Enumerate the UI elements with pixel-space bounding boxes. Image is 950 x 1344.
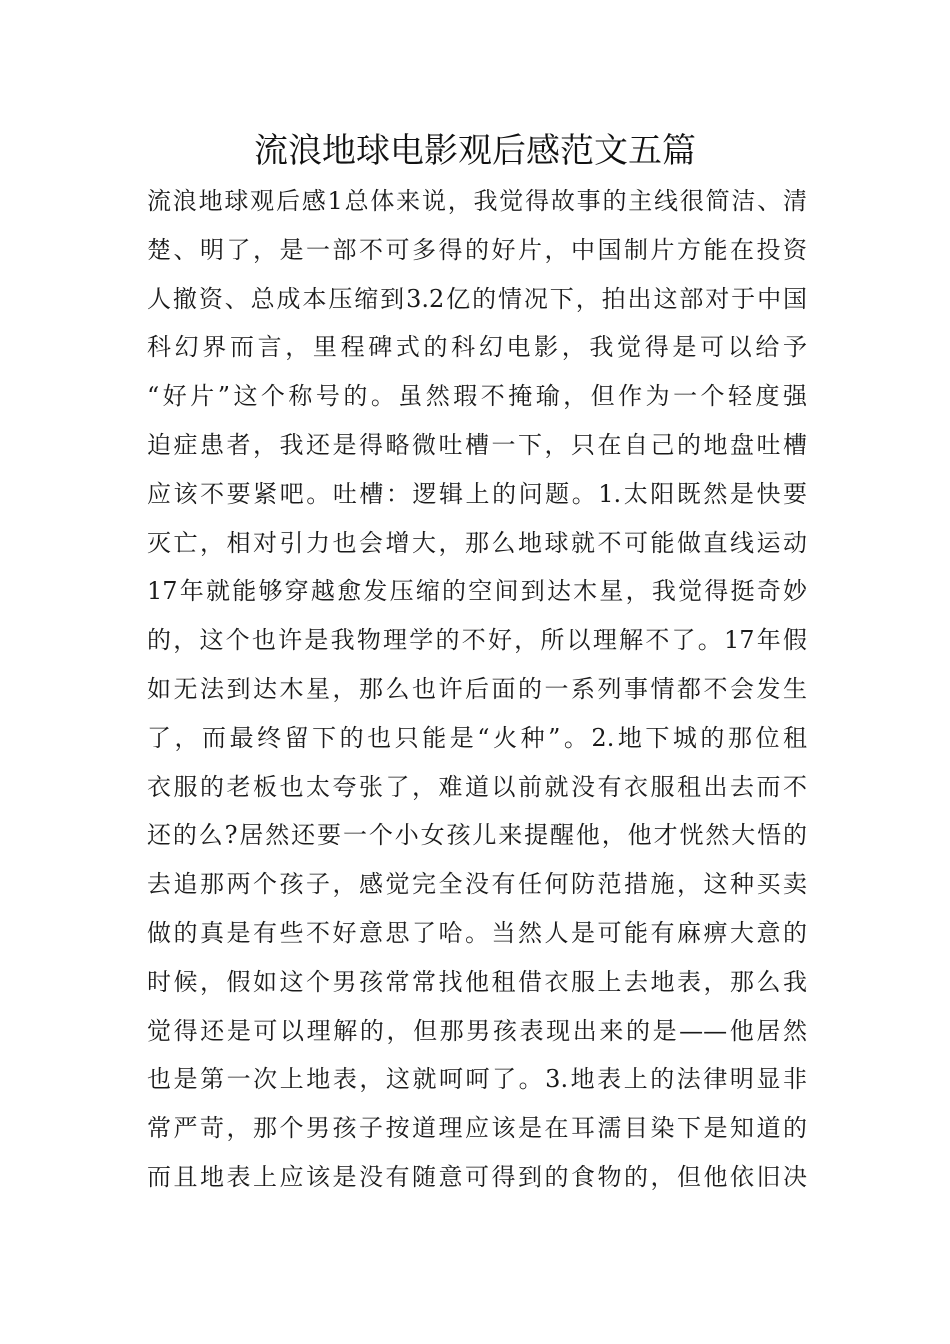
body-line: 觉得还是可以理解的，但那男孩表现出来的是——他居然 <box>147 1016 807 1045</box>
document-body <box>147 177 807 1202</box>
body-line: 时候，假如这个男孩常常找他租借衣服上去地表，那么我 <box>147 967 807 996</box>
body-line: 去追那两个孩子，感觉完全没有任何防范措施，这种买卖 <box>147 870 807 899</box>
body-line: 如无法到达木星，那么也许后面的一系列事情都不会发生 <box>147 674 807 703</box>
body-line: 楚、明了，是一部不可多得的好片，中国制片方能在投资 <box>147 235 807 264</box>
body-line: 的，这个也许是我物理学的不好，所以理解不了。17年假 <box>147 626 807 655</box>
body-line: 还的么?居然还要一个小女孩儿来提醒他，他才恍然大悟的 <box>147 821 807 850</box>
body-line: 17年就能够穿越愈发压缩的空间到达木星，我觉得挺奇妙 <box>147 577 807 606</box>
body-line: 衣服的老板也太夸张了，难道以前就没有衣服租出去而不 <box>147 772 807 801</box>
body-line: 迫症患者，我还是得略微吐槽一下，只在自己的地盘吐槽 <box>147 430 807 459</box>
body-line: 了，而最终留下的也只能是“火种”。2.地下城的那位租 <box>147 723 807 752</box>
body-line: 做的真是有些不好意思了哈。当然人是可能有麻痹大意的 <box>147 918 807 947</box>
document-title: 流浪地球电影观后感范文五篇 <box>254 131 696 171</box>
body-line: 人撤资、总成本压缩到3.2亿的情况下，拍出这部对于中国 <box>147 284 807 313</box>
body-line: 流浪地球观后感1总体来说，我觉得故事的主线很简洁、清 <box>147 187 807 215</box>
body-line: 而且地表上应该是没有随意可得到的食物的，但他依旧决 <box>147 1162 807 1191</box>
body-line: 也是第一次上地表，这就呵呵了。3.地表上的法律明显非 <box>147 1065 807 1094</box>
body-line: 灭亡，相对引力也会增大，那么地球就不可能做直线运动 <box>147 528 807 557</box>
body-line: 常严苛，那个男孩子按道理应该是在耳濡目染下是知道的 <box>147 1114 807 1143</box>
body-line: 应该不要紧吧。吐槽：逻辑上的问题。1.太阳既然是快要 <box>147 479 807 508</box>
body-line: “好片”这个称号的。虽然瑕不掩瑜，但作为一个轻度强 <box>147 382 807 411</box>
body-line: 科幻界而言，里程碑式的科幻电影，我觉得是可以给予 <box>147 333 807 362</box>
